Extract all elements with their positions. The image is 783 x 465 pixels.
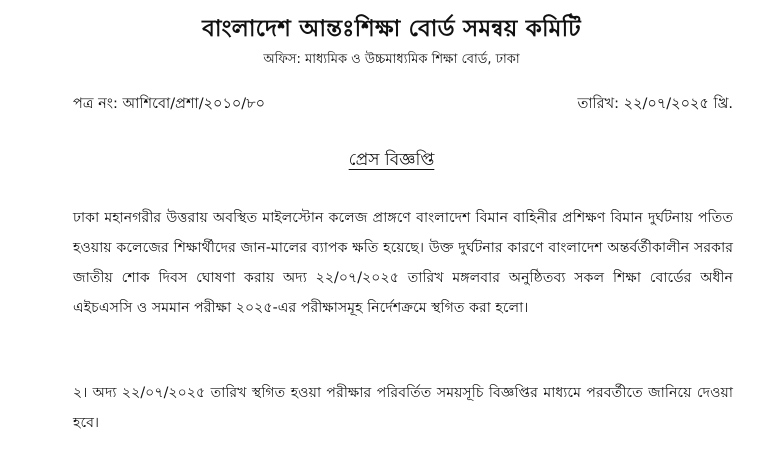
committee-title: বাংলাদেশ আন্তঃশিক্ষা বোর্ড সমন্বয় কমিটি — [202, 16, 581, 42]
notice-paragraph-2: ২। অদ্য ২২/০৭/২০২৫ তারিখ স্থগিত হওয়া পরীক্ষার পরিবর্তিত সময়সূচি বিজ্ঞপ্তির মাধ্যমে পরবর্তীতে জানিয়ে দেওয়া হবে। — [73, 385, 733, 431]
notice-heading — [0, 147, 783, 175]
notice-heading-text: প্রেস বিজ্ঞপ্তি — [348, 150, 435, 170]
reference-number: পত্র নং: আশিবো/প্রশা/২০১০/৮০ — [73, 96, 266, 112]
issue-date: তারিখ: ২২/০৭/২০২৫ খ্রি. — [577, 96, 733, 112]
notice-paragraph-1: ঢাকা মহানগরীর উত্তরায় অবস্থিত মাইলস্টোন কলেজ প্রাঙ্গণে বাংলাদেশ বিমান বাহিনীর প্রশিক্ষণ বিমান দুর্ঘটনায় পতিত হওয়ায় কলেজের শিক্ষার্থীদের জান-মালের ব্যাপক ক্ষতি হয়েছে। উক্ত দুর্ঘটনার কারণে বাংলাদেশ অন্তর্বর্তীকালীন সরকার জাতীয় শোক দিবস ঘোষণা করায় অদ্য ২২/০৭/২০২৫ তারিখ মঙ্গলবার অনুষ্ঠিতব্য সকল শিক্ষা বোর্ডের অধীন এইচএসসি ও সমমান পরীক্ষা ২০২৫-এর পরীক্ষাসমূহ নির্দেশক্রমে স্থগিত করা হলো। — [73, 210, 733, 316]
office-line: অফিস: মাধ্যমিক ও উচ্চমাধ্যমিক শিক্ষা বোর্ড, ঢাকা — [263, 52, 520, 67]
